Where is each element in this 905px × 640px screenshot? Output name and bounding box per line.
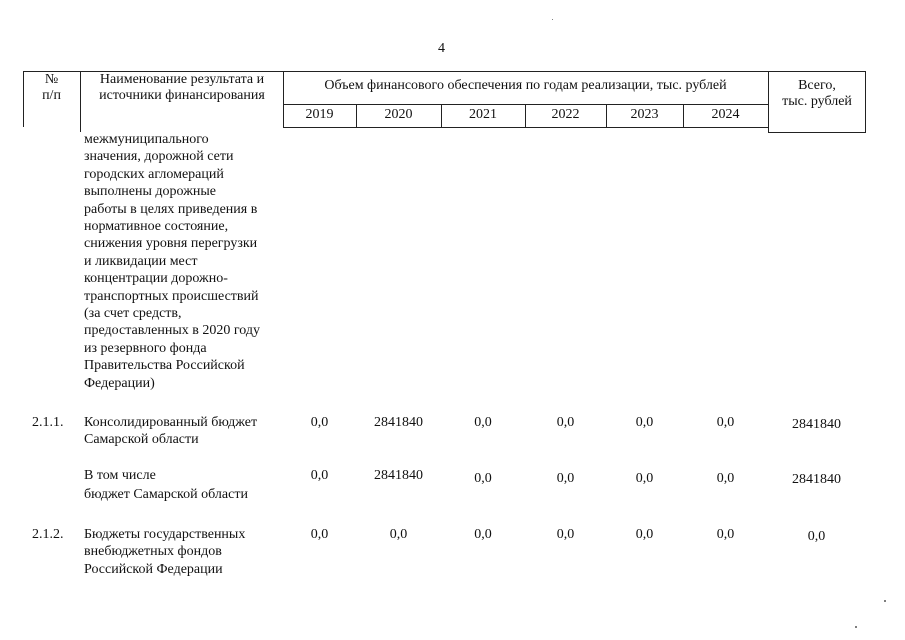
value-2019: 0,0 — [310, 415, 329, 430]
value-total: 0,0 — [807, 529, 826, 544]
scan-speck — [855, 626, 857, 628]
header-name-label: Наименование результата и источники финансирования — [99, 72, 265, 103]
row-number: 2.1.2. — [32, 527, 64, 542]
value-total: 2841840 — [792, 417, 841, 432]
row-number: 2.1.1. — [32, 415, 64, 430]
value-2023: 0,0 — [635, 527, 654, 542]
result-description: межмуниципального значения, дорожной сети городских агломераций выполнены дорожные работы в целях приведения в нормативное состояние, снижения уровня перегрузки и ликвидации мест концентрации дорожно- транспортных происшествий (за счет средств, предоставленных в 2020 году из резервного фонда Правительства Российской Федерации) — [84, 132, 260, 391]
page-number: 4 — [438, 41, 445, 56]
header-funding-title: Объем финансового обеспечения по годам реализации, тыс. рублей — [324, 78, 727, 93]
row-name: В том числе бюджет Самарской области — [84, 468, 248, 503]
value-2022: 0,0 — [556, 471, 575, 486]
value-2020: 2841840 — [374, 415, 423, 430]
header-total-label: Всего, тыс. рублей — [782, 78, 852, 109]
value-2020: 0,0 — [389, 527, 408, 542]
table-header — [23, 71, 866, 132]
value-total: 2841840 — [792, 472, 841, 487]
scan-speck — [552, 19, 553, 20]
value-2021: 0,0 — [474, 415, 492, 430]
row-name: Бюджеты государственных внебюджетных фондов Российской Федерации — [84, 527, 246, 577]
value-2020: 2841840 — [374, 468, 423, 483]
scan-speck — [884, 600, 886, 602]
year-2024: 2024 — [711, 107, 740, 122]
value-2024: 0,0 — [716, 471, 735, 486]
value-2021: 0,0 — [474, 527, 492, 542]
value-2024: 0,0 — [716, 527, 735, 542]
year-2020: 2020 — [384, 107, 413, 122]
value-2023: 0,0 — [635, 471, 654, 486]
value-2019: 0,0 — [310, 468, 329, 483]
value-2023: 0,0 — [635, 415, 654, 430]
header-num-label: № п/п — [42, 72, 61, 103]
year-2019: 2019 — [305, 107, 334, 122]
row-name: Консолидированный бюджет Самарской области — [84, 415, 258, 448]
value-2022: 0,0 — [556, 527, 575, 542]
year-2022: 2022 — [551, 107, 580, 122]
value-2022: 0,0 — [556, 415, 575, 430]
year-2021: 2021 — [469, 107, 497, 122]
value-2019: 0,0 — [310, 527, 329, 542]
value-2021: 0,0 — [474, 471, 492, 486]
value-2024: 0,0 — [716, 415, 735, 430]
year-2023: 2023 — [630, 107, 659, 122]
